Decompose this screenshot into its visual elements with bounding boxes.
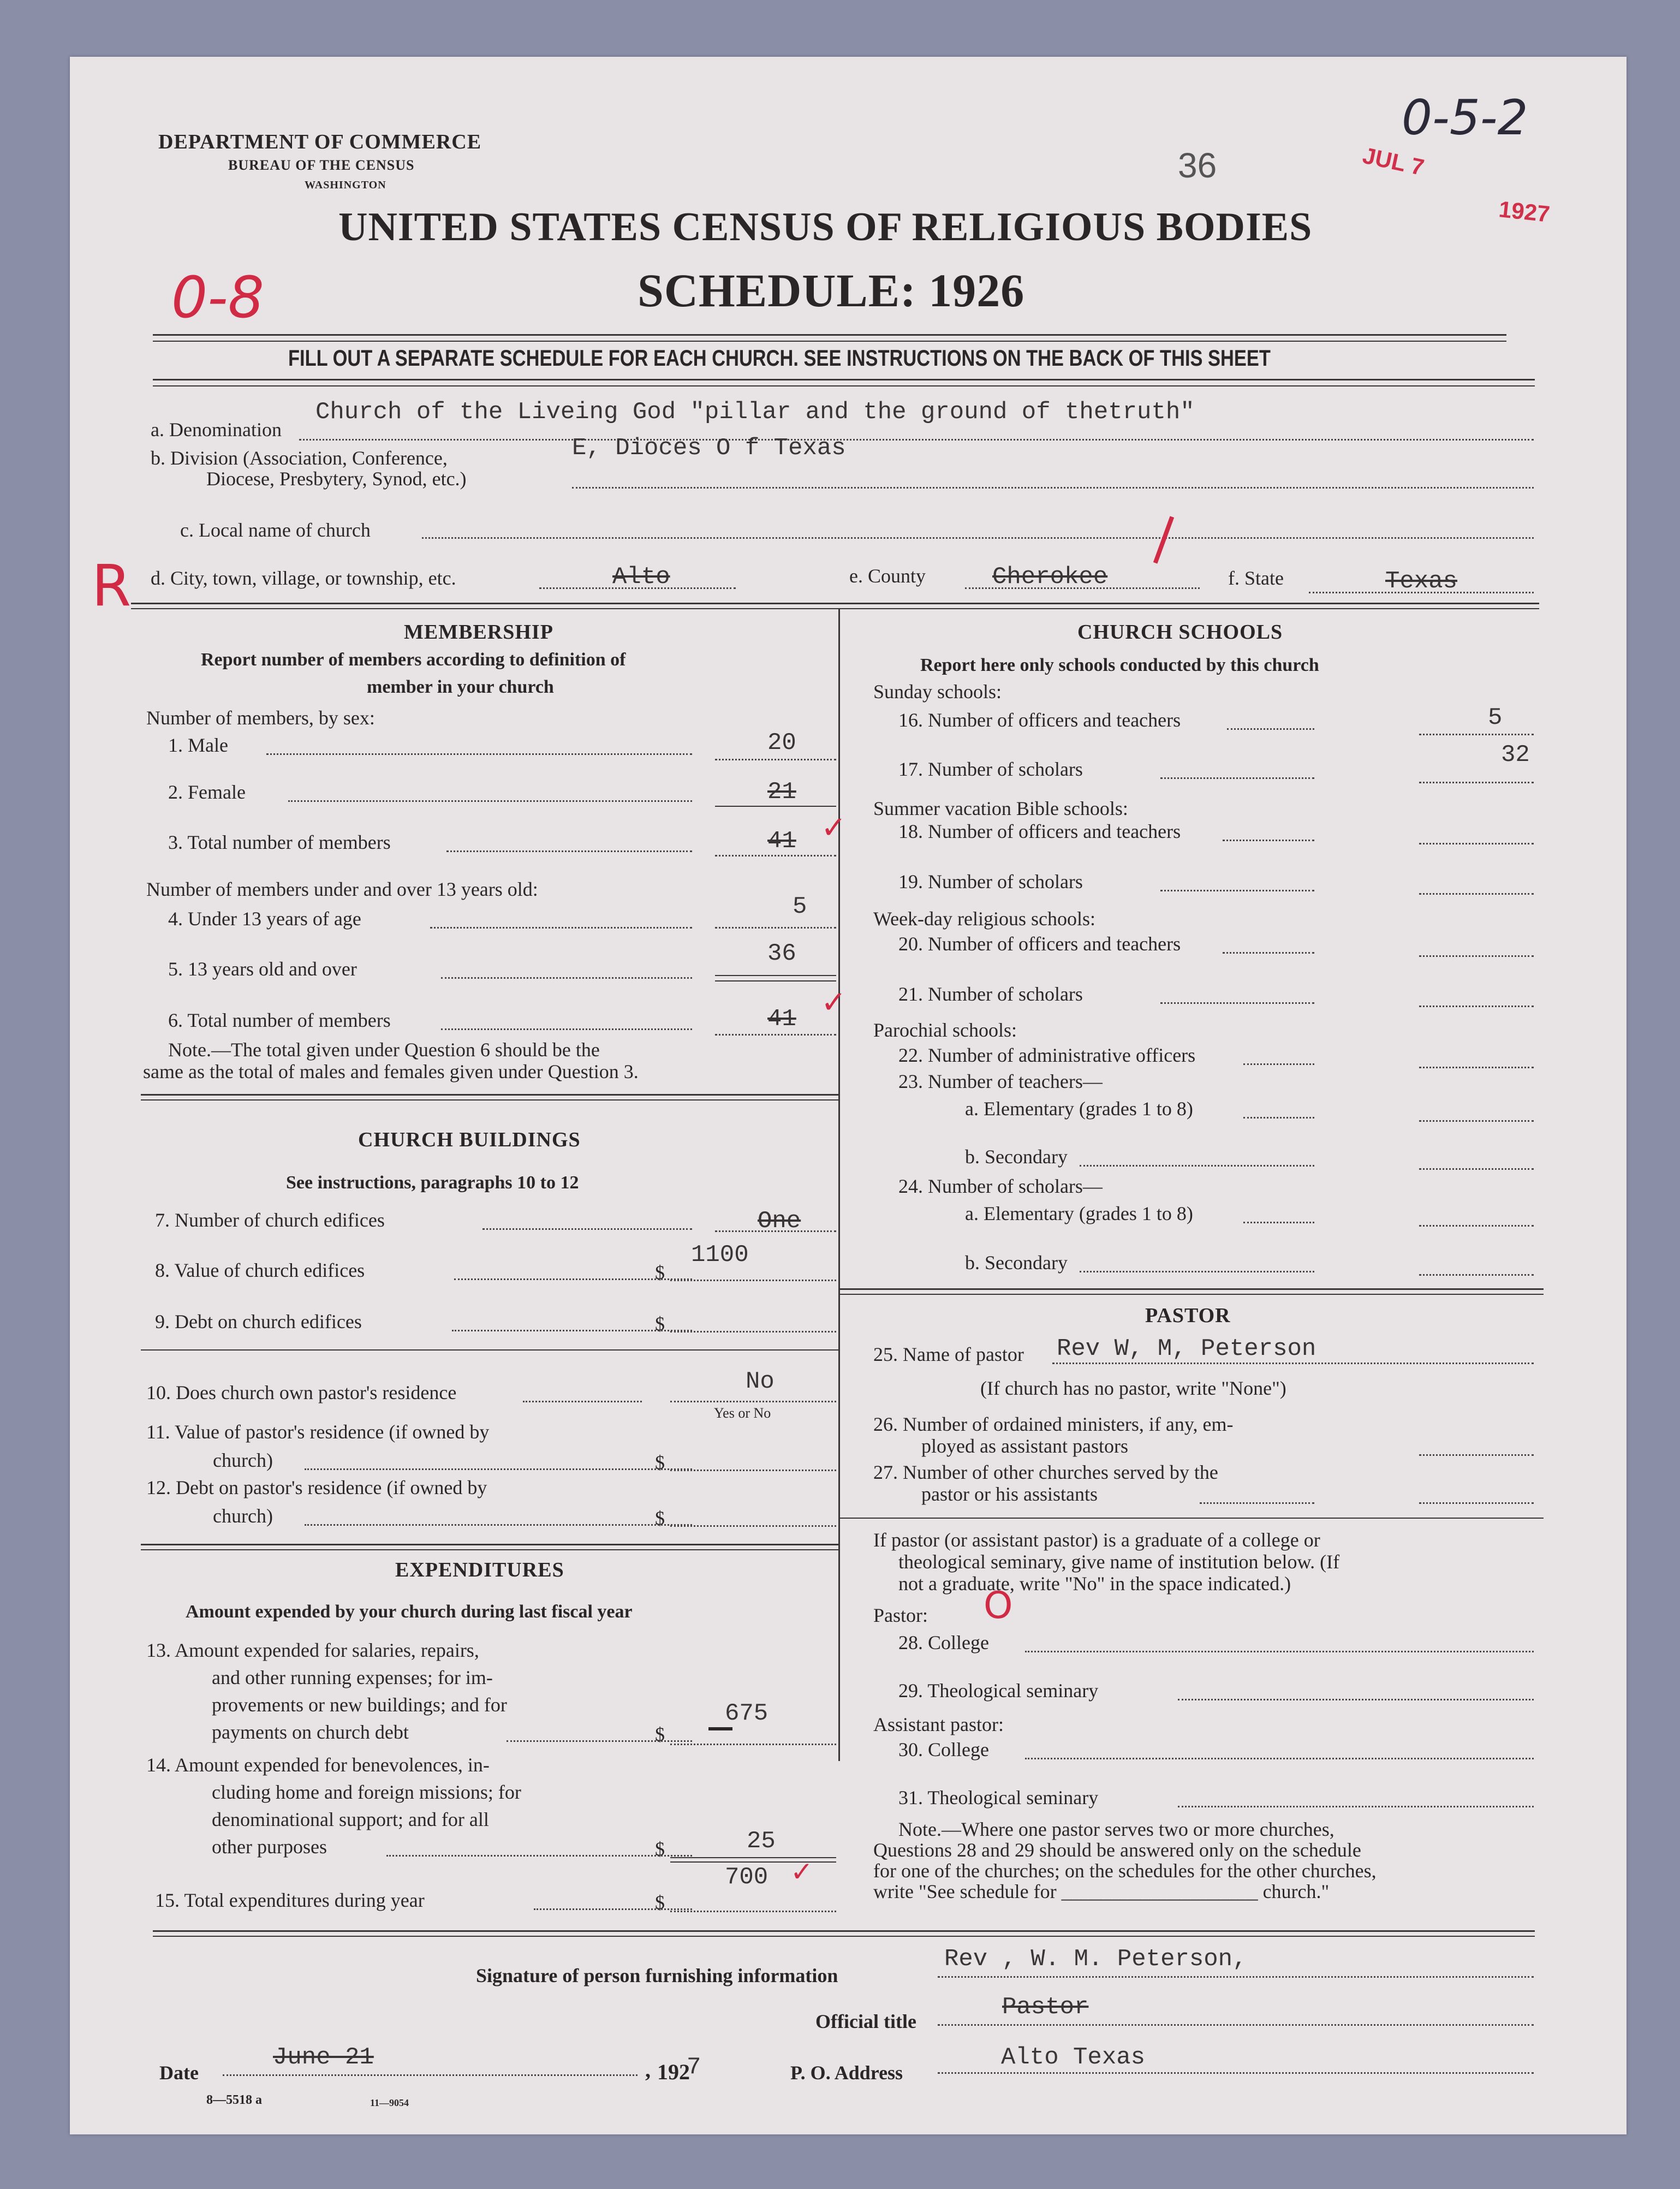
- membership-heading: MEMBERSHIP: [404, 621, 553, 644]
- q28-label: 28. College: [898, 1632, 989, 1653]
- q13-label-1: 13. Amount expended for salaries, repairs,: [146, 1639, 479, 1661]
- form-number: 8—5518 a: [206, 2093, 262, 2107]
- q10-residence-label: 10. Does church own pastor's residence: [146, 1382, 457, 1403]
- schools-heading: CHURCH SCHOOLS: [1077, 621, 1283, 644]
- q24b-field[interactable]: [1419, 1274, 1534, 1276]
- year-prefix: 192: [657, 2060, 690, 2084]
- summer-schools-label: Summer vacation Bible schools:: [873, 798, 1128, 819]
- q6-total-value[interactable]: 41: [767, 1006, 796, 1033]
- q28-college-field[interactable]: [1025, 1651, 1534, 1652]
- assistant-pastor-subheading: Assistant pastor:: [873, 1714, 1004, 1735]
- department-heading: DEPARTMENT OF COMMERCE: [158, 130, 482, 153]
- separate-schedule-instruction: FILL OUT A SEPARATE SCHEDULE FOR EACH CHURCH. SEE INSTRUCTIONS ON THE BACK OF THIS SHEET: [288, 345, 1271, 371]
- q27-label-2: pastor or his assistants: [921, 1483, 1098, 1505]
- membership-sub-1: Report number of members according to definition of: [201, 650, 626, 670]
- city-heading: WASHINGTON: [305, 179, 386, 191]
- county-value[interactable]: Cherokee: [992, 563, 1108, 591]
- pastor-circle-mark: O: [984, 1584, 1013, 1627]
- year-suffix[interactable]: 7: [687, 2054, 701, 2081]
- official-title-label: Official title: [815, 2010, 916, 2032]
- q25-pastor-name[interactable]: Rev W, M, Peterson: [1057, 1335, 1316, 1363]
- q13-label-3: provements or new buildings; and for: [212, 1694, 507, 1716]
- q1-male-value[interactable]: 20: [767, 729, 796, 757]
- county-check-mark: [1153, 516, 1174, 563]
- q15-total-field[interactable]: [670, 1911, 836, 1912]
- q2-female-label: 2. Female: [168, 781, 246, 803]
- q16-label: 16. Number of officers and teachers: [898, 709, 1181, 731]
- q31-seminary-field[interactable]: [1178, 1806, 1534, 1807]
- denomination-value[interactable]: Church of the Liveing God "pillar and the ground of thetruth": [315, 398, 1195, 426]
- schedule-number-stamp: 36: [1178, 146, 1217, 185]
- q22-field[interactable]: [1419, 1067, 1534, 1068]
- q23a-label: a. Elementary (grades 1 to 8): [965, 1098, 1193, 1120]
- graduate-text-3: not a graduate, write "No" in the space indicated.): [898, 1573, 1291, 1595]
- q4-under-13-label: 4. Under 13 years of age: [168, 908, 361, 930]
- q26-field[interactable]: [1419, 1454, 1534, 1456]
- census-schedule-sheet: DEPARTMENT OF COMMERCE BUREAU OF THE CENSUS WASHINGTON 36 0-5-2 JUL 7 1927 UNITED STATES CENSUS OF RELIGIOUS BODIES SCHEDULE: 1926 0-8 FILL OUT A SEPARATE SCHEDULE FOR EACH CHURCH. SEE INSTRUCTIONS ON THE BACK OF THIS SHEET a. Denomination Church of the Liveing God "pillar and the ground of thetruth" b. Division (Association, Conference, Diocese, Presbytery, Synod, etc.) E, Dioces O f Texas c. Local name of church R d. City, town, village, or township, etc. Alto e. County Cherokee f. State Texas MEMBERSHIP Report number of members according to definition of member in your church Number of members, by sex: 1. Male 20 2. Female 21 3. Total number of members 41 ✓ Number of members under and over 13 years old: 4. Under 13 years of age 5 5. 13 years old and over 36 6. Total number of members 41 ✓ Note.—The total given under Question 6 should be the same as the total of males and females given under Question 3. CHURCH BUILDINGS See instructions, paragraphs 10 to 12 7. Number of church edifices One 8. Value of church edifices $ 1100 9. Debt on church edifices $ 10. Does church own pastor's residence No Yes or No 11. Value of pastor's residence (if owned by church) $ 12. Debt on pastor's residence (if owned by church) $ EXPENDITURES Amount expended by your church during last fiscal year 13. Amount expended for salaries, repairs, and other running expenses; for im- provements or new buildings; and for payments on church debt $ 675 14. Amount expended for benevolences, in- cluding home and foreign missions; for denominational support; and for all other purposes $ 25 700 ✓ 15. Total expenditures during year $ CHURCH SCHOOLS Report here only schools conducted by this church Sunday schools: 16. Number of officers and teachers 5 17. Number of scholars 32 Summer vacation Bible schools: 18. Number of officers and teachers 19. Number of scholars Week-day religious schools: 20. Number of officers and teachers 21. Number of scholars Parochial schools: 22. Number of administrative officers 23. Number of teachers— a. Elementary (grades 1 to 8) b. Secondary 24. Number of scholars— a. Elementary (grades 1 to 8) b. Secondary PASTOR 25. Name of pastor Rev W, M, Peterson (If church has no pastor, write "None") 26. Number of ordained ministers, if any, em- ployed as assistant pastors 27. Number of other churches served by the pastor or his assistants If pastor (or assistant pastor) is a graduate of a college or theological seminary, give name of institution below. (If not a graduate, write "No" in the space indicated.) Pastor: O 28. College 29. Theological seminary Assistant pastor: 30. College 31. Theological seminary Note.—Where one pastor serves two or more churches, Questions 28 and 29 should be answered only on the schedule for one of the churches; on the schedules for the other churches, write "See schedule for ____________________ church." Signature of person furnishing information Rev , W. M. Peterson, Official title Pastor Date June 21 , 192 7 P. O. Address Alto Texas 8—5518 a 11—9054: [70, 57, 1627, 2134]
- official-title-value[interactable]: Pastor: [1002, 1994, 1089, 2021]
- buildings-sub: See instructions, paragraphs 10 to 12: [286, 1173, 579, 1193]
- q9-dollar: $: [655, 1313, 665, 1335]
- q16-value[interactable]: 5: [1488, 704, 1503, 731]
- yes-or-no-caption: Yes or No: [714, 1405, 771, 1421]
- state-label: f. State: [1228, 567, 1284, 589]
- membership-note-1: Note.—The total given under Question 6 should be the: [168, 1039, 600, 1061]
- q11-label-1: 11. Value of pastor's residence (if owned by: [146, 1421, 490, 1443]
- q27-label-1: 27. Number of other churches served by the: [873, 1461, 1218, 1483]
- membership-note-2: same as the total of males and females given under Question 3.: [143, 1061, 639, 1082]
- q13-label-2: and other running expenses; for im-: [212, 1667, 493, 1688]
- local-name-field[interactable]: [422, 537, 1534, 539]
- pastor-note-3: for one of the churches; on the schedules for the other churches,: [873, 1860, 1377, 1882]
- q1-male-label: 1. Male: [168, 734, 228, 756]
- date-value[interactable]: June 21: [273, 2044, 374, 2071]
- membership-sub-2: member in your church: [367, 677, 554, 697]
- q13-label-4: payments on church debt: [212, 1721, 409, 1743]
- q24-label: 24. Number of scholars—: [898, 1175, 1103, 1197]
- q9-debt-label: 9. Debt on church edifices: [155, 1311, 362, 1333]
- city-label: d. City, town, village, or township, etc.: [151, 567, 456, 589]
- q19-field[interactable]: [1419, 893, 1534, 895]
- q21-field[interactable]: [1419, 1006, 1534, 1007]
- sunday-schools-label: Sunday schools:: [873, 681, 1002, 703]
- q18-field[interactable]: [1419, 843, 1534, 844]
- q3-total-label: 3. Total number of members: [168, 831, 391, 853]
- q17-label: 17. Number of scholars: [898, 758, 1083, 780]
- q21-label: 21. Number of scholars: [898, 983, 1083, 1005]
- q15-total-label: 15. Total expenditures during year: [155, 1889, 425, 1911]
- q20-field[interactable]: [1419, 955, 1534, 957]
- q23a-field[interactable]: [1419, 1120, 1534, 1122]
- q11-label-2: church): [213, 1449, 273, 1471]
- graduate-text-1: If pastor (or assistant pastor) is a graduate of a college or: [873, 1529, 1320, 1551]
- q15-dollar: $: [655, 1891, 665, 1913]
- q17-value[interactable]: 32: [1501, 741, 1530, 769]
- date-label: Date: [159, 2062, 199, 2084]
- q7-edifices-label: 7. Number of church edifices: [155, 1209, 385, 1231]
- bureau-heading: BUREAU OF THE CENSUS: [228, 157, 415, 173]
- expenditures-sub: Amount expended by your church during last fiscal year: [186, 1602, 633, 1622]
- signature-label: Signature of person furnishing information: [476, 1965, 838, 1986]
- city-value[interactable]: Alto: [612, 563, 670, 591]
- division-label: b. Division (Association, Conference,: [151, 447, 448, 469]
- q24a-label: a. Elementary (grades 1 to 8): [965, 1203, 1193, 1224]
- q31-label: 31. Theological seminary: [898, 1787, 1099, 1809]
- q25-note: (If church has no pastor, write "None"): [980, 1377, 1286, 1399]
- pastor-heading: PASTOR: [1145, 1304, 1231, 1327]
- buildings-heading: CHURCH BUILDINGS: [358, 1128, 581, 1151]
- graduate-text-2: theological seminary, give name of institution below. (If: [898, 1551, 1340, 1573]
- q14-label-2: cluding home and foreign missions; for: [212, 1781, 521, 1803]
- q29-label: 29. Theological seminary: [898, 1680, 1099, 1702]
- q14-label-3: denominational support; and for all: [212, 1809, 489, 1830]
- parochial-schools-label: Parochial schools:: [873, 1019, 1017, 1041]
- received-year-stamp: 1927: [1497, 196, 1551, 227]
- q6-total-label: 6. Total number of members: [168, 1009, 391, 1031]
- q3-check-mark: ✓: [821, 810, 847, 846]
- signature-value[interactable]: Rev , W. M. Peterson,: [944, 1946, 1247, 1973]
- received-date-stamp: JUL 7: [1360, 142, 1427, 181]
- q13-dollar: $: [655, 1723, 665, 1745]
- q27-field[interactable]: [1419, 1502, 1534, 1504]
- county-label: e. County: [849, 565, 926, 587]
- top-code-handwritten: 0-5-2: [1402, 90, 1528, 146]
- q14-label-4: other purposes: [212, 1836, 327, 1858]
- q3-total-value[interactable]: 41: [767, 828, 796, 855]
- q14-dollar: $: [655, 1838, 665, 1860]
- denomination-label: a. Denomination: [151, 419, 282, 441]
- q23b-label: b. Secondary: [965, 1146, 1068, 1168]
- schedule-title: SCHEDULE: 1926: [638, 264, 1025, 317]
- q23-label: 23. Number of teachers—: [898, 1070, 1103, 1092]
- q20-label: 20. Number of officers and teachers: [898, 933, 1181, 955]
- q14-label-1: 14. Amount expended for benevolences, in-: [146, 1754, 490, 1776]
- q8-value-label: 8. Value of church edifices: [155, 1259, 365, 1281]
- po-address-label: P. O. Address: [790, 2062, 903, 2084]
- r-mark-handwritten: R: [92, 552, 132, 619]
- q26-label-1: 26. Number of ordained ministers, if any, em-: [873, 1413, 1234, 1435]
- pastor-note-1: Note.—Where one pastor serves two or more churches,: [898, 1818, 1335, 1840]
- q8-dollar: $: [655, 1262, 665, 1283]
- q24b-label: b. Secondary: [965, 1252, 1068, 1274]
- q13-value[interactable]: 675: [725, 1700, 768, 1727]
- total-check-mark: ✓: [790, 1856, 813, 1888]
- q10-residence-value[interactable]: No: [746, 1368, 775, 1395]
- q11-dollar: $: [655, 1452, 665, 1473]
- q24a-field[interactable]: [1419, 1225, 1534, 1227]
- q12-label-1: 12. Debt on pastor's residence (if owned by: [146, 1477, 487, 1498]
- q14-value[interactable]: 25: [747, 1828, 776, 1855]
- print-number: 11—9054: [370, 2097, 409, 2108]
- q12-label-2: church): [213, 1505, 273, 1527]
- members-by-sex-label: Number of members, by sex:: [146, 707, 375, 729]
- form-title: UNITED STATES CENSUS OF RELIGIOUS BODIES: [338, 205, 1313, 249]
- pastor-subheading: Pastor:: [873, 1604, 928, 1626]
- pastor-note-2: Questions 28 and 29 should be answered only on the schedule: [873, 1839, 1361, 1861]
- q6-check-mark: ✓: [821, 985, 847, 1020]
- q22-label: 22. Number of administrative officers: [898, 1044, 1196, 1066]
- q12-dollar: $: [655, 1507, 665, 1529]
- division-label-2: Diocese, Presbytery, Synod, etc.): [206, 468, 467, 490]
- q7-edifices-value[interactable]: One: [758, 1207, 801, 1235]
- q5-over-13-label: 5. 13 years old and over: [168, 958, 357, 980]
- schools-sub: Report here only schools conducted by this church: [920, 655, 1319, 675]
- expenditures-heading: EXPENDITURES: [395, 1559, 564, 1581]
- division-value[interactable]: E, Dioces O f Texas: [572, 435, 846, 462]
- q25-label: 25. Name of pastor: [873, 1343, 1024, 1365]
- q4-under-13-value[interactable]: 5: [793, 893, 807, 920]
- q30-college-field[interactable]: [1025, 1758, 1534, 1759]
- weekday-schools-label: Week-day religious schools:: [873, 908, 1096, 930]
- q12-debt-field[interactable]: [670, 1525, 836, 1527]
- q9-debt-field[interactable]: [670, 1331, 836, 1333]
- local-name-label: c. Local name of church: [180, 519, 371, 541]
- total-handwritten: 700: [725, 1864, 768, 1891]
- q19-label: 19. Number of scholars: [898, 871, 1083, 893]
- under-over-label: Number of members under and over 13 years old:: [146, 878, 538, 900]
- q8-value[interactable]: 1100: [691, 1241, 749, 1269]
- q29-seminary-field[interactable]: [1178, 1699, 1534, 1700]
- q23b-field[interactable]: [1419, 1168, 1534, 1170]
- q30-label: 30. College: [898, 1739, 989, 1760]
- q13-dash: [708, 1727, 732, 1730]
- left-code-handwritten: 0-8: [171, 264, 264, 331]
- q18-label: 18. Number of officers and teachers: [898, 820, 1181, 842]
- q5-over-13-value[interactable]: 36: [767, 940, 796, 967]
- po-address-value[interactable]: Alto Texas: [1001, 2044, 1146, 2071]
- q26-label-2: ployed as assistant pastors: [921, 1435, 1128, 1457]
- q11-value-field[interactable]: [670, 1470, 836, 1471]
- state-value[interactable]: Texas: [1385, 568, 1458, 595]
- q2-female-value[interactable]: 21: [767, 778, 796, 806]
- pastor-note-4: write "See schedule for ____________________ church.": [873, 1881, 1330, 1902]
